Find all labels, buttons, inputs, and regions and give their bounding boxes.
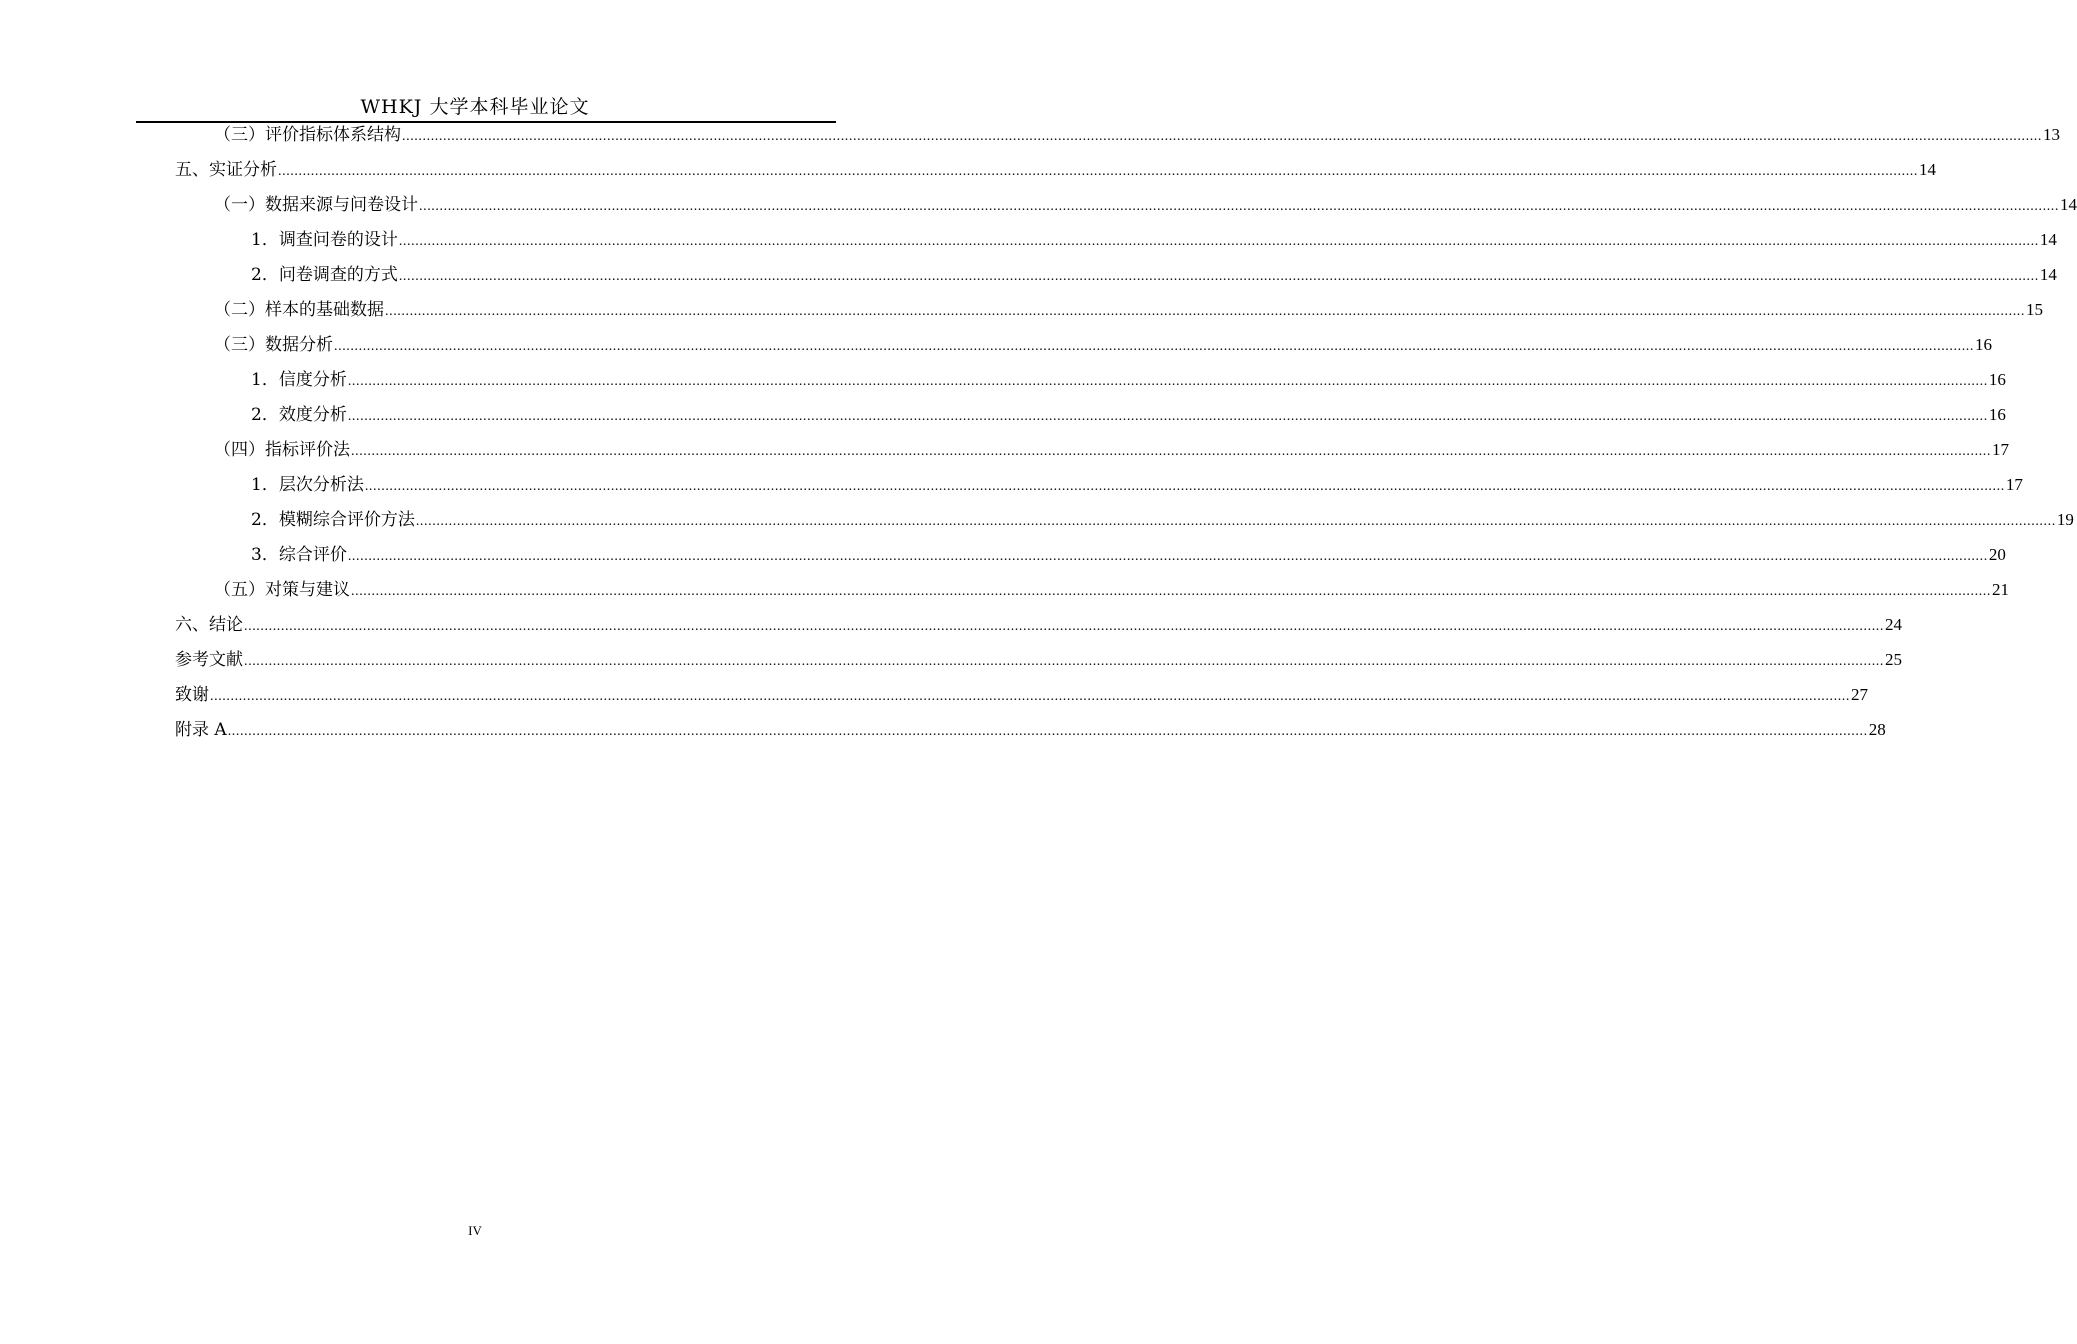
toc-entry-page: 14 <box>2039 265 2057 284</box>
toc-entry[interactable] <box>214 437 2009 463</box>
toc-entry-page: 14 <box>1919 160 1936 179</box>
toc-entry[interactable] <box>251 507 2074 533</box>
toc-entry-label: 致谢 <box>175 685 209 705</box>
toc-entry-page: 14 <box>2060 195 2077 214</box>
toc-entry[interactable] <box>251 227 2057 253</box>
toc-entry[interactable] <box>251 262 2057 288</box>
toc-entry-label: （四）指标评价法 <box>214 440 350 460</box>
toc-entry[interactable] <box>251 542 2006 568</box>
toc-entry-page: 16 <box>1988 405 2006 424</box>
toc-leader-dots: ................................................................................................................................................................................................................................................................................................................................................................................................................ <box>278 164 1918 179</box>
toc-leader-dots: ................................................................................................................................................................................................................................................................................................................................................................................................................ <box>398 234 2039 249</box>
toc-entry-page: 20 <box>1988 545 2006 564</box>
toc-leader-dots: ................................................................................................................................................................................................................................................................................................................................................................................................................ <box>351 444 1991 459</box>
toc-entry-page: 28 <box>1868 720 1886 739</box>
page-header-title: WHKJ 大学本科毕业论文 <box>360 96 590 118</box>
toc-entry-page: 25 <box>1885 650 1902 669</box>
toc-entry-label: 1．调查问卷的设计 <box>251 230 398 250</box>
toc-leader-dots: ................................................................................................................................................................................................................................................................................................................................................................................................................ <box>347 409 1988 424</box>
toc-entry-label: 2．效度分析 <box>251 405 347 425</box>
toc-leader-dots: ................................................................................................................................................................................................................................................................................................................................................................................................................ <box>347 549 1988 564</box>
toc-entry-label: 2．问卷调查的方式 <box>251 265 398 285</box>
toc-entry[interactable] <box>214 577 2009 603</box>
toc-entry-page: 15 <box>2026 300 2043 319</box>
toc-entry-page: 27 <box>1851 685 1868 704</box>
toc-leader-dots: ................................................................................................................................................................................................................................................................................................................................................................................................................ <box>398 269 2039 284</box>
toc-entry-label: 1．层次分析法 <box>251 475 364 495</box>
toc-entry-page: 14 <box>2039 230 2057 249</box>
toc-leader-dots: ................................................................................................................................................................................................................................................................................................................................................................................................................ <box>415 514 2056 529</box>
toc-entry-page: 17 <box>1992 440 2009 459</box>
toc-entry-label: 参考文献 <box>175 650 243 670</box>
toc-entry-label: （二）样本的基础数据 <box>214 300 384 320</box>
toc-entry-label: 附录 A <box>175 720 227 740</box>
toc-entry-page: 13 <box>2043 125 2060 144</box>
toc-leader-dots: ................................................................................................................................................................................................................................................................................................................................................................................................................ <box>210 689 1850 704</box>
toc-entry[interactable] <box>214 122 2060 148</box>
toc-entry-label: 2．模糊综合评价方法 <box>251 510 415 530</box>
toc-entry[interactable] <box>175 717 1886 743</box>
toc-leader-dots: ................................................................................................................................................................................................................................................................................................................................................................................................................ <box>227 724 1868 739</box>
toc-entry-label: （五）对策与建议 <box>214 580 350 600</box>
page-number: IV <box>468 1223 482 1238</box>
toc-entry-page: 24 <box>1885 615 1902 634</box>
toc-entry[interactable] <box>251 402 2006 428</box>
toc-entry-label: （一）数据来源与问卷设计 <box>214 195 418 215</box>
toc-entry-page: 19 <box>2056 510 2074 529</box>
toc-entry[interactable] <box>175 157 1936 183</box>
toc-leader-dots: ................................................................................................................................................................................................................................................................................................................................................................................................................ <box>385 304 2025 319</box>
toc-entry-page: 16 <box>1975 335 1992 354</box>
toc-entry-label: 1．信度分析 <box>251 370 347 390</box>
toc-leader-dots: ................................................................................................................................................................................................................................................................................................................................................................................................................ <box>419 199 2059 214</box>
toc-entry[interactable] <box>214 332 1992 358</box>
toc-leader-dots: ................................................................................................................................................................................................................................................................................................................................................................................................................ <box>402 129 2042 144</box>
toc-entry-page: 21 <box>1992 580 2009 599</box>
toc-entry-label: 六、结论 <box>175 615 243 635</box>
toc-entry-label: （三）评价指标体系结构 <box>214 125 401 145</box>
toc-leader-dots: ................................................................................................................................................................................................................................................................................................................................................................................................................ <box>244 654 1884 669</box>
toc-entry[interactable] <box>251 367 2006 393</box>
toc-leader-dots: ................................................................................................................................................................................................................................................................................................................................................................................................................ <box>347 374 1988 389</box>
toc-entry[interactable] <box>214 192 2077 218</box>
toc-entry-page: 16 <box>1988 370 2006 389</box>
toc-entry-label: （三）数据分析 <box>214 335 333 355</box>
toc-leader-dots: ................................................................................................................................................................................................................................................................................................................................................................................................................ <box>334 339 1974 354</box>
toc-leader-dots: ................................................................................................................................................................................................................................................................................................................................................................................................................ <box>351 584 1991 599</box>
toc-entry-page: 17 <box>2005 475 2023 494</box>
toc-leader-dots: ................................................................................................................................................................................................................................................................................................................................................................................................................ <box>364 479 2005 494</box>
toc-leader-dots: ................................................................................................................................................................................................................................................................................................................................................................................................................ <box>244 619 1884 634</box>
toc-entry[interactable] <box>175 612 1902 638</box>
toc-entry[interactable] <box>251 472 2023 498</box>
toc-entry[interactable] <box>175 647 1902 673</box>
toc-entry[interactable] <box>175 682 1868 708</box>
toc-entry-label: 3．综合评价 <box>251 545 347 565</box>
toc-entry[interactable] <box>214 297 2043 323</box>
toc-entry-label: 五、实证分析 <box>175 160 277 180</box>
